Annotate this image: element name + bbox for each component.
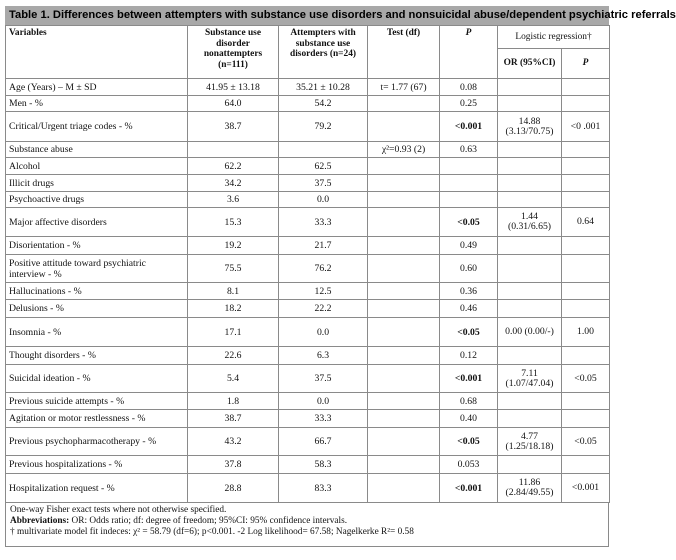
cell-variable: Thought disorders - %	[6, 347, 188, 365]
cell-p: 0.40	[440, 410, 498, 428]
cell-attempters: 0.0	[279, 192, 368, 208]
cell-test: t= 1.77 (67)	[368, 79, 440, 96]
cell-logistic-p	[562, 96, 610, 112]
cell-p: 0.49	[440, 237, 498, 255]
cell-variable: Men - %	[6, 96, 188, 112]
cell-attempters: 0.0	[279, 393, 368, 410]
cell-variable: Agitation or motor restlessness - %	[6, 410, 188, 428]
table-row	[6, 456, 610, 474]
cell-test	[368, 208, 440, 237]
cell-logistic-p: <0.001	[562, 474, 610, 503]
note-fisher: One-way Fisher exact tests where not otherwise specified.	[10, 505, 227, 515]
cell-test	[368, 456, 440, 474]
header-attempters: Attempters with substance use disorders (n=24)	[279, 26, 368, 79]
cell-logistic-p	[562, 175, 610, 192]
cell-or	[498, 347, 562, 365]
header-variables: Variables	[6, 26, 188, 79]
cell-p: 0.63	[440, 142, 498, 158]
cell-nonattempters: 17.1	[188, 318, 279, 347]
cell-variable: Illicit drugs	[6, 175, 188, 192]
cell-nonattempters: 8.1	[188, 283, 279, 300]
cell-nonattempters: 22.6	[188, 347, 279, 365]
table-row	[6, 410, 610, 428]
cell-test	[368, 192, 440, 208]
cell-variable: Substance abuse	[6, 142, 188, 158]
cell-p: 0.68	[440, 393, 498, 410]
cell-attempters: 6.3	[279, 347, 368, 365]
cell-p: <0.05	[440, 428, 498, 456]
table-row	[6, 142, 610, 158]
table-row	[6, 192, 610, 208]
cell-p: 0.053	[440, 456, 498, 474]
cell-attempters: 12.5	[279, 283, 368, 300]
cell-or	[498, 96, 562, 112]
cell-logistic-p	[562, 255, 610, 283]
cell-or: 0.00 (0.00/-)	[498, 318, 562, 347]
cell-variable: Hallucinations - %	[6, 283, 188, 300]
cell-test	[368, 474, 440, 503]
cell-test	[368, 96, 440, 112]
cell-attempters: 79.2	[279, 112, 368, 142]
cell-logistic-p	[562, 142, 610, 158]
cell-nonattempters: 28.8	[188, 474, 279, 503]
cell-attempters: 33.3	[279, 410, 368, 428]
cell-attempters: 54.2	[279, 96, 368, 112]
cell-p: 0.08	[440, 79, 498, 96]
cell-attempters: 0.0	[279, 318, 368, 347]
cell-attempters: 21.7	[279, 237, 368, 255]
cell-logistic-p	[562, 283, 610, 300]
results-table	[5, 25, 610, 503]
cell-nonattempters: 38.7	[188, 112, 279, 142]
cell-variable: Positive attitude toward psychiatric interview - %	[6, 255, 188, 283]
cell-p: 0.36	[440, 283, 498, 300]
cell-or: 1.44 (0.31/6.65)	[498, 208, 562, 237]
cell-or	[498, 192, 562, 208]
cell-logistic-p	[562, 393, 610, 410]
cell-or	[498, 300, 562, 318]
cell-test	[368, 428, 440, 456]
cell-variable: Delusions - %	[6, 300, 188, 318]
table-row	[6, 112, 610, 142]
cell-or	[498, 255, 562, 283]
cell-nonattempters: 19.2	[188, 237, 279, 255]
table-row	[6, 393, 610, 410]
cell-variable: Previous suicide attempts - %	[6, 393, 188, 410]
table-row	[6, 365, 610, 393]
cell-or	[498, 410, 562, 428]
table-row	[6, 474, 610, 503]
cell-logistic-p	[562, 300, 610, 318]
header-nonattempters: Substance use disorder nonattempters (n=111)	[188, 26, 279, 79]
abbreviations-label: Abbreviations:	[10, 516, 70, 526]
table-row	[6, 208, 610, 237]
cell-or	[498, 456, 562, 474]
cell-logistic-p	[562, 347, 610, 365]
cell-test: χ²=0.93 (2)	[368, 142, 440, 158]
cell-nonattempters: 43.2	[188, 428, 279, 456]
table-row	[6, 175, 610, 192]
cell-logistic-p	[562, 192, 610, 208]
cell-nonattempters: 62.2	[188, 158, 279, 175]
note-model-fit: † multivariate model fit indeces: χ² = 58.79 (df=6); p<0.001. -2 Log likelihood= 67.58; Nagelkerke R²= 0.58	[10, 527, 414, 537]
cell-or	[498, 237, 562, 255]
cell-p: 0.60	[440, 255, 498, 283]
cell-test	[368, 347, 440, 365]
cell-attempters	[279, 142, 368, 158]
cell-attempters: 76.2	[279, 255, 368, 283]
cell-test	[368, 410, 440, 428]
cell-p: 0.46	[440, 300, 498, 318]
cell-p	[440, 158, 498, 175]
cell-variable: Insomnia - %	[6, 318, 188, 347]
cell-logistic-p: 1.00	[562, 318, 610, 347]
cell-variable: Critical/Urgent triage codes - %	[6, 112, 188, 142]
cell-logistic-p: 0.64	[562, 208, 610, 237]
cell-or: 7.11 (1.07/47.04)	[498, 365, 562, 393]
table-body	[6, 79, 610, 503]
table-notes	[5, 503, 609, 547]
cell-attempters: 83.3	[279, 474, 368, 503]
cell-variable: Age (Years) – M ± SD	[6, 79, 188, 96]
table-row	[6, 300, 610, 318]
cell-p: 0.25	[440, 96, 498, 112]
cell-attempters: 37.5	[279, 175, 368, 192]
cell-nonattempters	[188, 142, 279, 158]
table-row	[6, 283, 610, 300]
cell-p	[440, 175, 498, 192]
cell-logistic-p: <0 .001	[562, 112, 610, 142]
cell-nonattempters: 34.2	[188, 175, 279, 192]
cell-nonattempters: 75.5	[188, 255, 279, 283]
cell-logistic-p	[562, 237, 610, 255]
cell-logistic-p: <0.05	[562, 428, 610, 456]
cell-variable: Alcohol	[6, 158, 188, 175]
header-logistic-p: P	[562, 49, 610, 79]
cell-or	[498, 158, 562, 175]
cell-nonattempters: 15.3	[188, 208, 279, 237]
cell-or	[498, 142, 562, 158]
cell-or: 11.86 (2.84/49.55)	[498, 474, 562, 503]
cell-or	[498, 79, 562, 96]
cell-nonattempters: 64.0	[188, 96, 279, 112]
cell-variable: Suicidal ideation - %	[6, 365, 188, 393]
cell-variable: Previous hospitalizations - %	[6, 456, 188, 474]
cell-test	[368, 300, 440, 318]
cell-attempters: 62.5	[279, 158, 368, 175]
cell-attempters: 33.3	[279, 208, 368, 237]
cell-p: 0.12	[440, 347, 498, 365]
cell-or	[498, 283, 562, 300]
cell-or	[498, 393, 562, 410]
cell-nonattempters: 37.8	[188, 456, 279, 474]
cell-attempters: 37.5	[279, 365, 368, 393]
cell-test	[368, 255, 440, 283]
cell-test	[368, 158, 440, 175]
header-p: P	[440, 26, 498, 79]
cell-attempters: 22.2	[279, 300, 368, 318]
cell-attempters: 66.7	[279, 428, 368, 456]
cell-logistic-p	[562, 158, 610, 175]
cell-p: <0.001	[440, 474, 498, 503]
cell-or	[498, 175, 562, 192]
cell-nonattempters: 41.95 ± 13.18	[188, 79, 279, 96]
cell-test	[368, 112, 440, 142]
table-row	[6, 96, 610, 112]
table-row	[6, 158, 610, 175]
cell-variable: Previous psychopharmacotherapy - %	[6, 428, 188, 456]
cell-logistic-p	[562, 79, 610, 96]
cell-p: <0.05	[440, 318, 498, 347]
cell-logistic-p: <0.05	[562, 365, 610, 393]
header-or: OR (95%CI)	[498, 49, 562, 79]
cell-p: <0.001	[440, 112, 498, 142]
cell-attempters: 35.21 ± 10.28	[279, 79, 368, 96]
cell-logistic-p	[562, 456, 610, 474]
cell-nonattempters: 18.2	[188, 300, 279, 318]
cell-p	[440, 192, 498, 208]
cell-nonattempters: 38.7	[188, 410, 279, 428]
cell-nonattempters: 1.8	[188, 393, 279, 410]
note-abbreviations	[10, 516, 604, 527]
cell-variable: Psychoactive drugs	[6, 192, 188, 208]
cell-test	[368, 365, 440, 393]
header-logistic-regression: Logistic regression†	[498, 26, 610, 49]
cell-nonattempters: 5.4	[188, 365, 279, 393]
cell-test	[368, 283, 440, 300]
cell-p: <0.001	[440, 365, 498, 393]
cell-test	[368, 393, 440, 410]
cell-p: <0.05	[440, 208, 498, 237]
cell-attempters: 58.3	[279, 456, 368, 474]
cell-test	[368, 318, 440, 347]
table-row	[6, 237, 610, 255]
cell-logistic-p	[562, 410, 610, 428]
cell-test	[368, 175, 440, 192]
table-container	[5, 6, 676, 547]
abbreviations-text: OR: Odds ratio; df: degree of freedom; 95%CI: 95% confidence intervals.	[69, 516, 348, 526]
table-row	[6, 347, 610, 365]
cell-nonattempters: 3.6	[188, 192, 279, 208]
cell-test	[368, 237, 440, 255]
cell-variable: Major affective disorders	[6, 208, 188, 237]
cell-variable: Disorientation - %	[6, 237, 188, 255]
cell-variable: Hospitalization request - %	[6, 474, 188, 503]
table-row	[6, 318, 610, 347]
table-row	[6, 255, 610, 283]
cell-or: 4.77 (1.25/18.18)	[498, 428, 562, 456]
table-row	[6, 79, 610, 96]
table-title: Table 1. Differences between attempters with substance use disorders and nonsuicidal abuse/dependent psychiatric referrals	[5, 6, 609, 25]
cell-or: 14.88 (3.13/70.75)	[498, 112, 562, 142]
table-row	[6, 428, 610, 456]
header-test: Test (df)	[368, 26, 440, 79]
